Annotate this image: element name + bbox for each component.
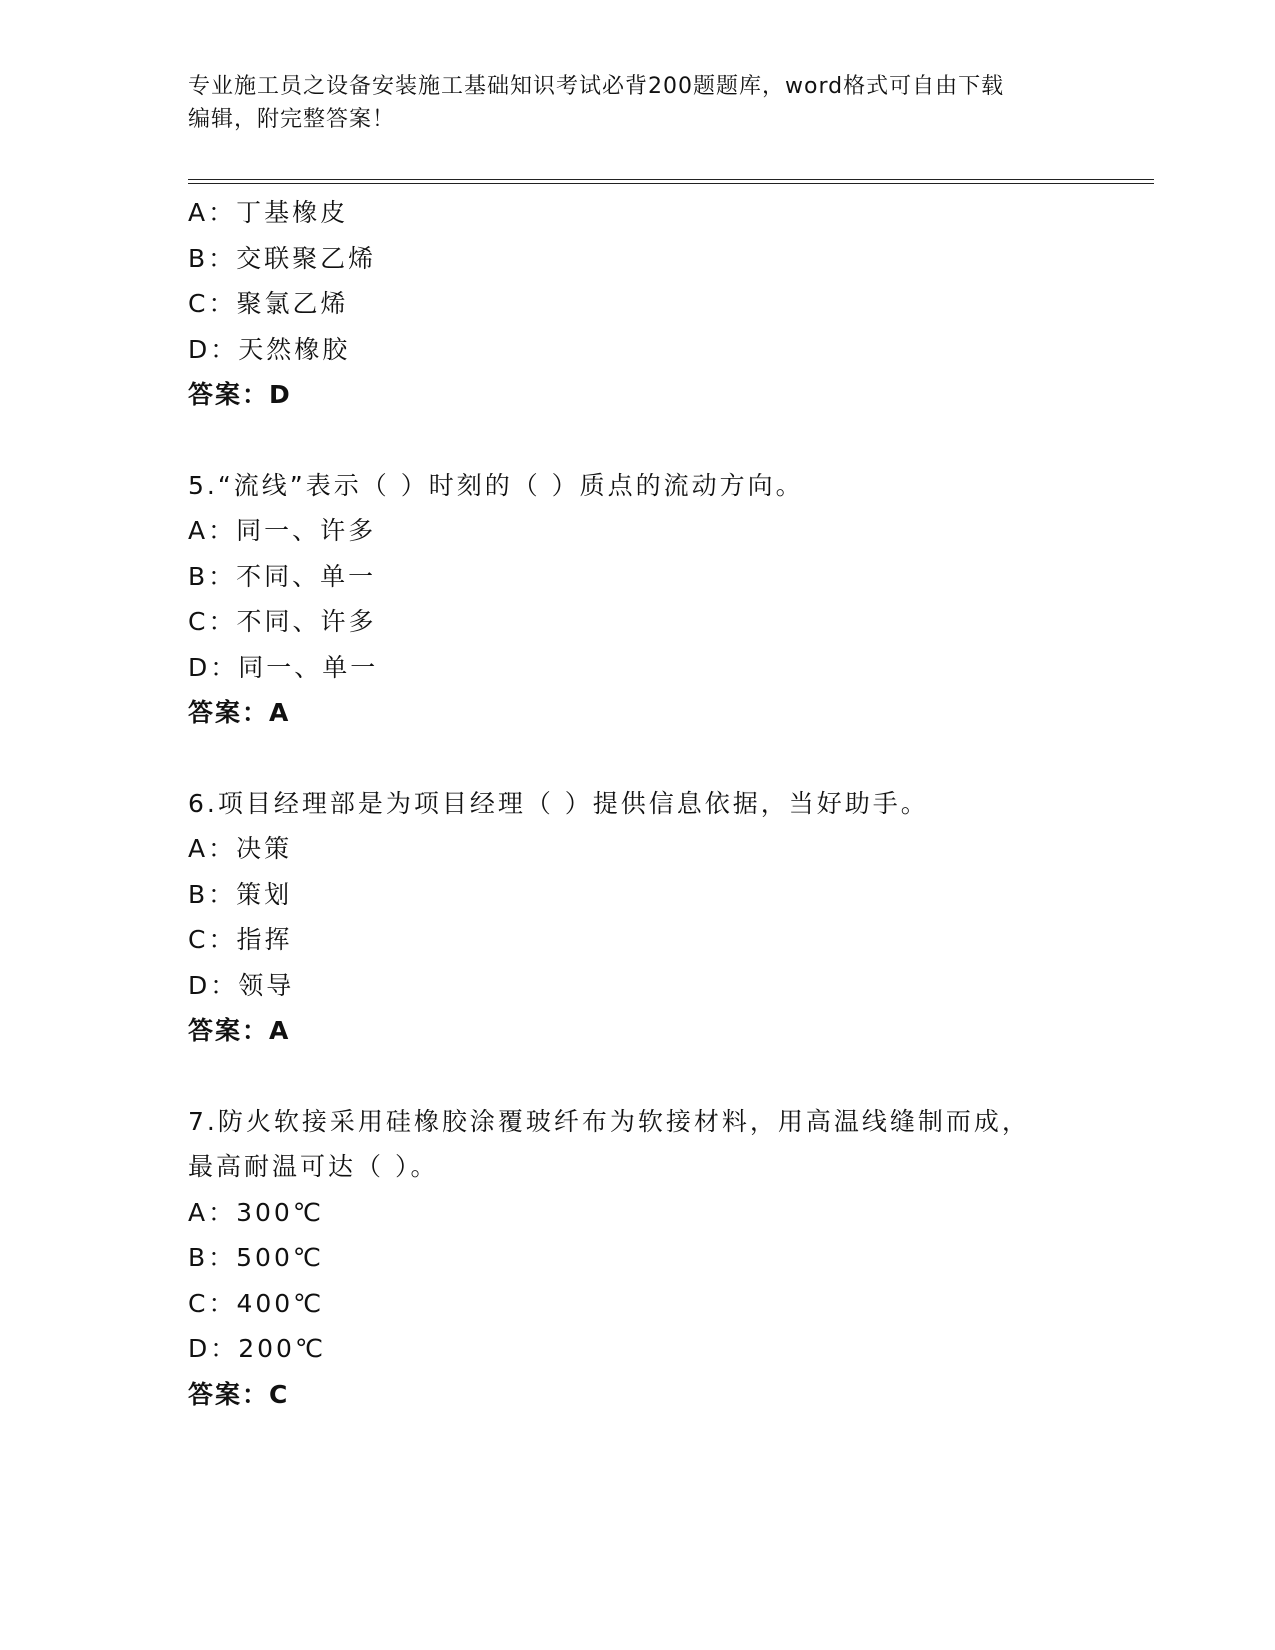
option-d: D：200℃ [188, 1334, 327, 1363]
option-c: C：不同、许多 [188, 607, 377, 636]
option-b: B：500℃ [188, 1243, 324, 1272]
header-title-line2: 编辑，附完整答案！ [188, 107, 396, 132]
option-a: A：300℃ [188, 1197, 324, 1227]
option-a: A：丁基橡皮 [188, 198, 349, 227]
question-list [188, 190, 1088, 1417]
option-c: C：指挥 [188, 925, 293, 954]
spacer [188, 736, 1088, 781]
spacer [188, 418, 1088, 463]
question-6 [188, 781, 1088, 1054]
question-stem-line1: 7.防火软接采用硅橡胶涂覆玻纤布为软接材料，用高温线缝制而成， [188, 1106, 1030, 1136]
option-b: B：交联聚乙烯 [188, 243, 377, 273]
document-header [188, 70, 1068, 136]
answer: 答案：D [188, 380, 292, 409]
option-d: D：领导 [188, 970, 295, 1000]
answer: 答案：A [188, 1016, 291, 1045]
answer: 答案：C [188, 1379, 290, 1409]
question-5 [188, 463, 1088, 736]
option-c: C：聚氯乙烯 [188, 289, 349, 318]
option-a: A：决策 [188, 834, 293, 863]
option-d: D：同一、单一 [188, 652, 379, 682]
header-divider-bottom [188, 183, 1154, 184]
question-stem: 5.“流线”表示（ ）时刻的（ ）质点的流动方向。 [188, 470, 804, 500]
question-7 [188, 1099, 1088, 1418]
answer: 答案：A [188, 698, 291, 727]
header-divider-top [188, 179, 1154, 180]
option-b: B：策划 [188, 879, 293, 909]
option-b: B：不同、单一 [188, 561, 377, 591]
question-4 [188, 190, 1088, 418]
option-d: D：天然橡胶 [188, 334, 351, 364]
option-a: A：同一、许多 [188, 516, 377, 545]
question-stem: 6.项目经理部是为项目经理（ ）提供信息依据，当好助手。 [188, 788, 929, 818]
question-stem-line2: 最高耐温可达（ ）。 [188, 1152, 439, 1181]
option-c: C：400℃ [188, 1288, 325, 1318]
spacer [188, 1054, 1088, 1099]
header-title-line1: 专业施工员之设备安装施工基础知识考试必背200题题库，word格式可自由下载 [188, 74, 1005, 99]
